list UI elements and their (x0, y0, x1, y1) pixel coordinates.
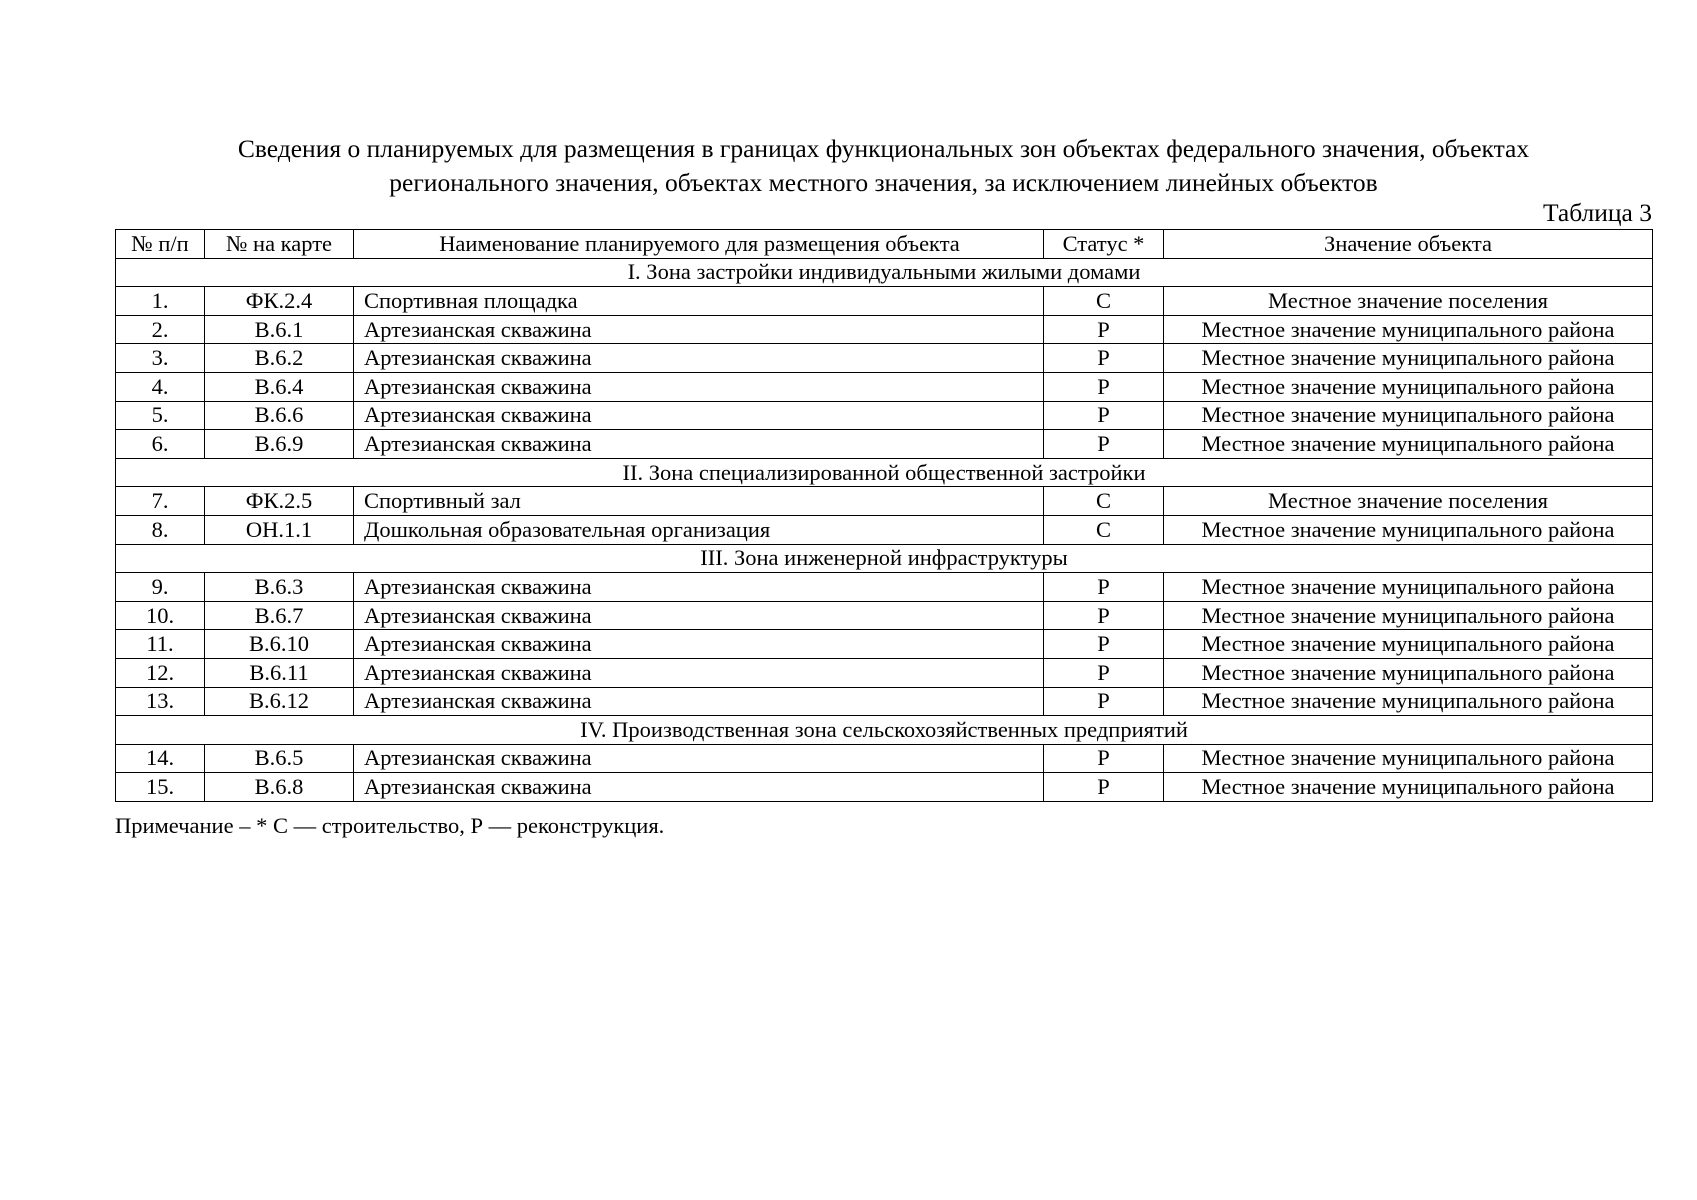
cell-status: Р (1044, 744, 1164, 773)
cell-map-id: ОН.1.1 (205, 515, 354, 544)
table-header-row (116, 230, 1653, 259)
table-row (116, 744, 1653, 773)
cell-num: 8. (116, 515, 205, 544)
cell-status: С (1044, 287, 1164, 316)
cell-name: Артезианская скважина (354, 401, 1044, 430)
header-name: Наименование планируемого для размещения объекта (354, 230, 1044, 259)
table-row (116, 287, 1653, 316)
table-row (116, 773, 1653, 802)
cell-value: Местное значение муниципального района (1164, 315, 1653, 344)
cell-status: Р (1044, 372, 1164, 401)
cell-value: Местное значение муниципального района (1164, 430, 1653, 459)
table-row (116, 601, 1653, 630)
cell-map-id: В.6.5 (205, 744, 354, 773)
cell-map-id: В.6.9 (205, 430, 354, 459)
cell-name: Артезианская скважина (354, 573, 1044, 602)
cell-status: Р (1044, 573, 1164, 602)
cell-value: Местное значение муниципального района (1164, 744, 1653, 773)
table-row (116, 372, 1653, 401)
cell-name: Артезианская скважина (354, 687, 1044, 716)
cell-name: Артезианская скважина (354, 773, 1044, 802)
cell-status: Р (1044, 430, 1164, 459)
table-row (116, 630, 1653, 659)
header-map: № на карте (205, 230, 354, 259)
section-title: III. Зона инженерной инфраструктуры (116, 544, 1653, 573)
cell-value: Местное значение муниципального района (1164, 773, 1653, 802)
cell-num: 2. (116, 315, 205, 344)
section-row (116, 544, 1653, 573)
cell-value: Местное значение муниципального района (1164, 601, 1653, 630)
cell-num: 7. (116, 487, 205, 516)
cell-status: Р (1044, 344, 1164, 373)
cell-name: Артезианская скважина (354, 658, 1044, 687)
cell-map-id: В.6.7 (205, 601, 354, 630)
section-row (116, 716, 1653, 745)
document-title (115, 132, 1652, 200)
header-value: Значение объекта (1164, 230, 1653, 259)
cell-num: 12. (116, 658, 205, 687)
table-body (116, 258, 1653, 801)
cell-map-id: В.6.8 (205, 773, 354, 802)
table-row (116, 401, 1653, 430)
cell-value: Местное значение муниципального района (1164, 344, 1653, 373)
table-caption: Таблица 3 (1542, 198, 1652, 227)
section-title: I. Зона застройки индивидуальными жилыми домами (116, 258, 1653, 287)
cell-map-id: В.6.4 (205, 372, 354, 401)
cell-name: Артезианская скважина (354, 372, 1044, 401)
document-title-line-1: Сведения о планируемых для размещения в границах функциональных зон объектах федерального значения, объектах (237, 134, 1530, 163)
cell-value: Местное значение муниципального района (1164, 687, 1653, 716)
cell-status: Р (1044, 658, 1164, 687)
cell-map-id: В.6.2 (205, 344, 354, 373)
cell-map-id: В.6.11 (205, 658, 354, 687)
cell-status: Р (1044, 630, 1164, 659)
cell-name: Артезианская скважина (354, 430, 1044, 459)
cell-name: Артезианская скважина (354, 744, 1044, 773)
document-title-line-2: регионального значения, объектах местного значения, за исключением линейных объектов (389, 168, 1378, 197)
cell-status: Р (1044, 773, 1164, 802)
cell-value: Местное значение муниципального района (1164, 630, 1653, 659)
cell-map-id: В.6.6 (205, 401, 354, 430)
table-row (116, 315, 1653, 344)
section-title: II. Зона специализированной общественной застройки (116, 458, 1653, 487)
cell-name: Дошкольная образовательная организация (354, 515, 1044, 544)
cell-value: Местное значение поселения (1164, 487, 1653, 516)
cell-num: 3. (116, 344, 205, 373)
cell-name: Спортивная площадка (354, 287, 1044, 316)
header-status: Статус * (1044, 230, 1164, 259)
table-row (116, 487, 1653, 516)
cell-name: Артезианская скважина (354, 630, 1044, 659)
cell-map-id: В.6.1 (205, 315, 354, 344)
cell-status: С (1044, 487, 1164, 516)
cell-num: 1. (116, 287, 205, 316)
cell-name: Артезианская скважина (354, 315, 1044, 344)
cell-map-id: ФК.2.4 (205, 287, 354, 316)
cell-num: 5. (116, 401, 205, 430)
cell-status: Р (1044, 687, 1164, 716)
header-num: № п/п (116, 230, 205, 259)
cell-name: Артезианская скважина (354, 344, 1044, 373)
cell-status: Р (1044, 601, 1164, 630)
table-row (116, 515, 1653, 544)
cell-num: 10. (116, 601, 205, 630)
cell-num: 15. (116, 773, 205, 802)
cell-map-id: В.6.12 (205, 687, 354, 716)
cell-num: 4. (116, 372, 205, 401)
section-row (116, 458, 1653, 487)
cell-value: Местное значение муниципального района (1164, 515, 1653, 544)
cell-num: 6. (116, 430, 205, 459)
table-note: Примечание – * С — строительство, Р — реконструкция. (115, 813, 665, 838)
cell-status: Р (1044, 315, 1164, 344)
cell-name: Спортивный зал (354, 487, 1044, 516)
objects-table (115, 229, 1653, 802)
cell-value: Местное значение муниципального района (1164, 658, 1653, 687)
cell-map-id: В.6.3 (205, 573, 354, 602)
cell-num: 9. (116, 573, 205, 602)
table-row (116, 658, 1653, 687)
table-row (116, 430, 1653, 459)
table-row (116, 344, 1653, 373)
cell-name: Артезианская скважина (354, 601, 1044, 630)
table-row (116, 687, 1653, 716)
section-title: IV. Производственная зона сельскохозяйственных предприятий (116, 716, 1653, 745)
cell-value: Местное значение муниципального района (1164, 401, 1653, 430)
cell-map-id: В.6.10 (205, 630, 354, 659)
cell-map-id: ФК.2.5 (205, 487, 354, 516)
cell-status: Р (1044, 401, 1164, 430)
cell-num: 13. (116, 687, 205, 716)
cell-value: Местное значение муниципального района (1164, 372, 1653, 401)
table-row (116, 573, 1653, 602)
cell-num: 11. (116, 630, 205, 659)
cell-num: 14. (116, 744, 205, 773)
cell-value: Местное значение поселения (1164, 287, 1653, 316)
section-row (116, 258, 1653, 287)
cell-status: С (1044, 515, 1164, 544)
cell-value: Местное значение муниципального района (1164, 573, 1653, 602)
